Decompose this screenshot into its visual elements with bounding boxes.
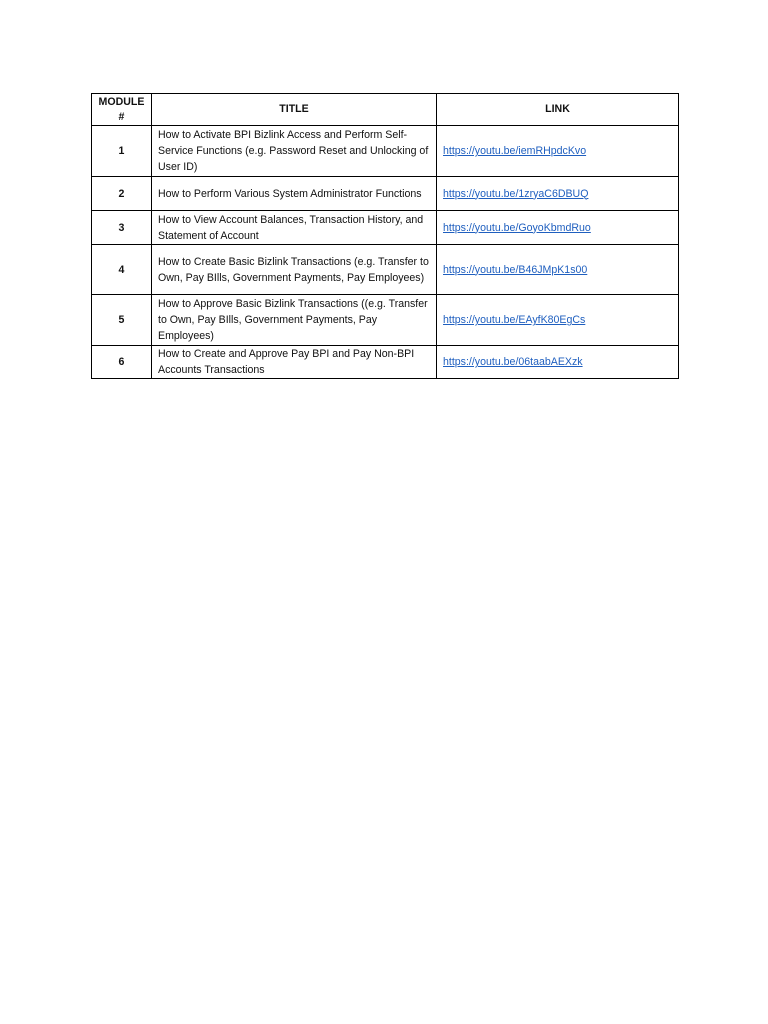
module-link-cell [437,295,679,346]
table-body [92,126,679,379]
module-title: How to Perform Various System Administrator Functions [152,177,437,211]
table-row [92,295,679,346]
module-title: How to View Account Balances, Transaction History, and Statement of Account [152,211,437,245]
module-link[interactable]: https://youtu.be/06taabAEXzk [443,356,583,368]
table-row [92,211,679,245]
table-row [92,126,679,177]
module-link[interactable]: https://youtu.be/iemRHpdcKvo [443,145,587,157]
header-link: LINK [437,94,679,126]
header-row [92,94,679,126]
module-link[interactable]: https://youtu.be/B46JMpK1s00 [443,263,588,276]
module-number: 6 [92,346,152,379]
table-row [92,346,679,379]
module-link-cell [437,245,679,295]
modules-table [91,93,679,379]
header-module-hash: # [118,110,125,123]
table-header [92,94,679,126]
module-number: 3 [92,211,152,245]
module-number: 4 [92,245,152,295]
module-link[interactable]: https://youtu.be/GoyoKbmdRuo [443,221,591,234]
module-link[interactable]: https://youtu.be/1zryaC6DBUQ [443,187,589,200]
header-module-label: MODULE [98,95,145,108]
module-link-cell [437,346,679,379]
module-number: 1 [92,126,152,177]
module-title: How to Activate BPI Bizlink Access and Perform Self-Service Functions (e.g. Password Reset and Unlocking of User ID) [152,126,437,177]
module-link[interactable]: https://youtu.be/EAyfK80EgCs [443,314,586,326]
module-link-cell [437,177,679,211]
module-number: 5 [92,295,152,346]
module-title: How to Create and Approve Pay BPI and Pay Non-BPI Accounts Transactions [152,346,437,379]
header-module [92,94,152,126]
module-number: 2 [92,177,152,211]
table-row [92,177,679,211]
module-link-cell [437,211,679,245]
module-title: How to Create Basic Bizlink Transactions (e.g. Transfer to Own, Pay BIlls, Government Payments, Pay Employees) [152,245,437,295]
module-link-cell [437,126,679,177]
header-title: TITLE [152,94,437,126]
module-title: How to Approve Basic Bizlink Transactions ((e.g. Transfer to Own, Pay BIlls, Government Payments, Pay Employees) [152,295,437,346]
table-row [92,245,679,295]
